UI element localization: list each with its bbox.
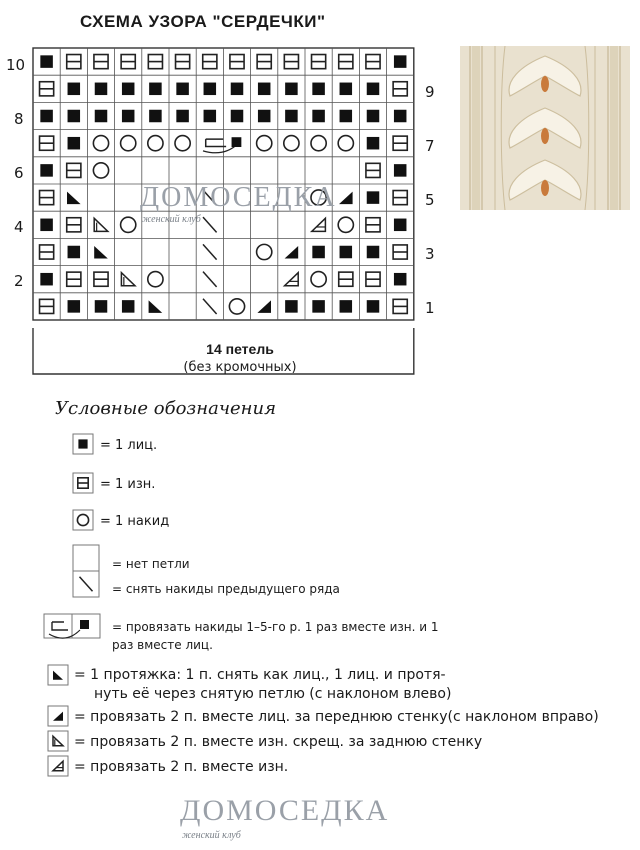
knit-symbol (204, 83, 217, 96)
legend-yo-box (73, 510, 93, 530)
stitch-count-note: (без кромочных) (183, 360, 297, 375)
knit-symbol (258, 110, 271, 123)
legend-no-stitch-box (73, 545, 99, 571)
row-number: 6 (14, 164, 24, 182)
knit-symbol (394, 110, 407, 123)
knit-symbol (394, 219, 407, 232)
knit-symbol (394, 55, 407, 68)
knit-symbol (285, 110, 298, 123)
knit-symbol (394, 273, 407, 286)
knit-symbol (312, 300, 325, 313)
knit-symbol (176, 110, 189, 123)
stitch-count: 14 петель (206, 341, 274, 357)
legend-k2tog-box (48, 706, 68, 726)
knit-symbol (95, 110, 108, 123)
knit-symbol (312, 83, 325, 96)
knit-symbol (285, 300, 298, 313)
watermark-subtitle: женский клуб (182, 830, 241, 841)
knit-symbol (68, 300, 81, 313)
knit-symbol (231, 83, 244, 96)
knit-symbol (367, 137, 380, 150)
knit-symbol (285, 83, 298, 96)
knit-symbol (149, 83, 162, 96)
knit-symbol (394, 164, 407, 177)
knit-symbol (367, 246, 380, 259)
knit-symbol (312, 110, 325, 123)
knit-symbol (367, 191, 380, 204)
knitted-sample-photo (460, 46, 630, 210)
knit-symbol (367, 110, 380, 123)
knit-symbol (40, 273, 53, 286)
legend-no-stitch-text: = нет петли (112, 557, 190, 571)
knit-symbol (68, 137, 81, 150)
row-number: 10 (6, 56, 26, 74)
legend-p2tog-text: = провязать 2 п. вместе изн. (74, 759, 289, 775)
legend-p2tog-tbl-text: = провязать 2 п. вместе изн. скрещ. за заднюю стенку (74, 734, 483, 750)
legend-knit-text: = 1 лиц. (100, 438, 158, 453)
knit-symbol (40, 164, 53, 177)
legend-tog-yo-text: раз вместе лиц. (112, 638, 213, 652)
knit-symbol (40, 110, 53, 123)
knit-symbol (340, 110, 353, 123)
knit-symbol (122, 83, 135, 96)
legend-purl-text: = 1 изн. (100, 477, 156, 492)
row-number: 5 (425, 191, 435, 209)
watermark: ДОМОСЕДКА (180, 794, 390, 827)
knit-symbol (340, 246, 353, 259)
row-number: 9 (425, 83, 435, 101)
row-number: 8 (14, 110, 24, 128)
legend-tog-yo-text: = провязать накиды 1–5-го р. 1 раз вместе изн. и 1 (112, 620, 439, 634)
knit-symbol (231, 110, 244, 123)
legend-title: Условные обозначения (55, 398, 277, 419)
knit-symbol (204, 110, 217, 123)
knit-symbol (176, 83, 189, 96)
watermark-subtitle: женский клуб (142, 214, 201, 225)
legend-ssk-text: нуть её через снятую петлю (с наклоном влево) (94, 686, 452, 702)
row-number: 4 (14, 218, 24, 236)
legend-drop-yo-text: = снять накиды предыдущего ряда (112, 582, 340, 596)
knit-symbol (40, 219, 53, 232)
chart-title: СХЕМА УЗОРА "СЕРДЕЧКИ" (80, 12, 326, 31)
row-number: 7 (425, 137, 435, 155)
knit-symbol (40, 55, 53, 68)
knit-symbol (340, 83, 353, 96)
knit-symbol (149, 110, 162, 123)
knit-symbol (312, 246, 325, 259)
watermark: ДОМОСЕДКА (140, 182, 337, 213)
knit-symbol (68, 246, 81, 259)
knit-symbol (95, 300, 108, 313)
knit-symbol (258, 83, 271, 96)
row-number: 1 (425, 299, 435, 317)
row-number: 3 (425, 245, 435, 263)
legend-yo-text: = 1 накид (100, 514, 170, 529)
knit-symbol (232, 137, 242, 147)
legend-ssk-box (48, 665, 68, 685)
legend-k2tog-text: = провязать 2 п. вместе лиц. за переднюю стенку(с наклоном вправо) (74, 709, 599, 725)
knit-symbol (95, 83, 108, 96)
knit-symbol (68, 83, 81, 96)
knit-symbol (122, 110, 135, 123)
legend-ssk-text: = 1 протяжка: 1 п. снять как лиц., 1 лиц. и протя- (74, 667, 446, 683)
row-number: 2 (14, 272, 24, 290)
knit-symbol (68, 110, 81, 123)
knit-symbol (340, 300, 353, 313)
knit-symbol (122, 300, 135, 313)
knit-symbol (367, 300, 380, 313)
knit-symbol (367, 83, 380, 96)
knit-symbol (80, 620, 89, 629)
knit-symbol (78, 439, 87, 448)
